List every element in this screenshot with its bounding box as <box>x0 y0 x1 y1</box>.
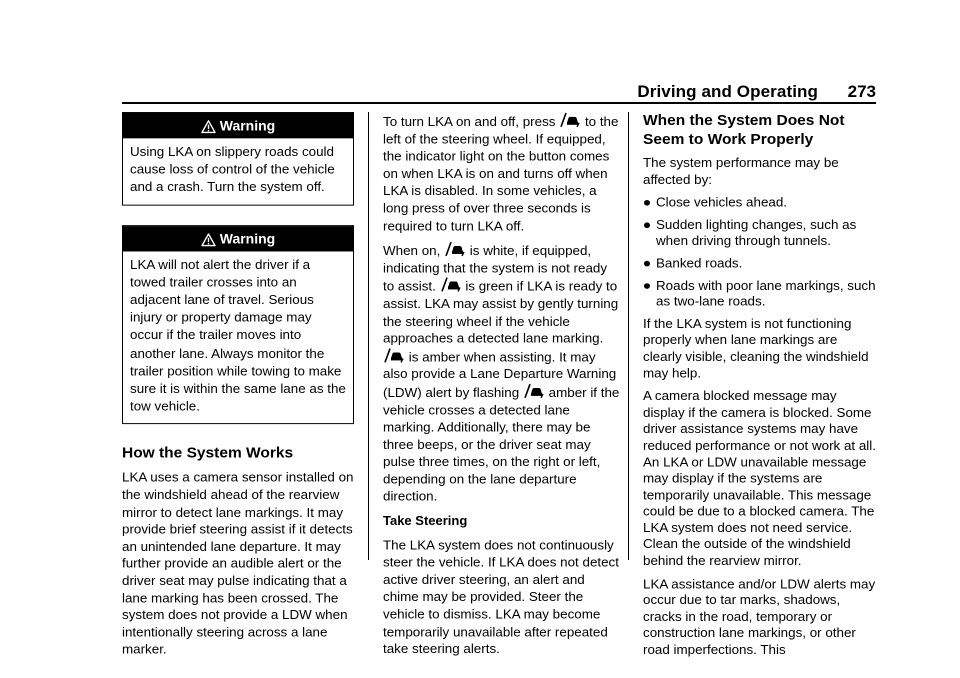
lane-keep-assist-icon <box>384 347 404 363</box>
lane-keep-assist-icon <box>445 241 465 257</box>
paragraph: If the LKA system is not functioning properly when lane markings are clearly visible, cleaning the windshield may help. <box>643 316 869 381</box>
list-item-text: Close vehicles ahead. <box>656 195 788 210</box>
column-1 <box>122 112 354 665</box>
column-2 <box>383 112 621 665</box>
list-item-text: Roads with poor lane markings, such as two-lane roads. <box>656 278 876 309</box>
column-divider-2 <box>628 112 629 560</box>
text-run: amber if the vehicle crosses a detected lane marking. Additionally, there may be three beeps, or the driver seat may pulse three times, on the right or left, depending on the lane departure direction. <box>383 384 620 504</box>
subheading-take-steering: Take Steering <box>383 513 468 529</box>
warning-header <box>123 113 353 138</box>
warning-text: Using LKA on slippery roads could cause loss of control of the vehicle and a crash. Turn the system off. <box>130 144 335 195</box>
text-run: is amber when assisting. It may also provide a Lane Departure Warning (LDW) alert by flashing <box>383 349 617 400</box>
text-run: To turn LKA on and off, press <box>383 113 556 129</box>
bullet-icon <box>644 222 650 228</box>
list-item <box>643 255 879 271</box>
warning-box-2 <box>122 225 354 425</box>
warning-header <box>123 226 353 251</box>
section-title: Driving and Operating <box>637 82 818 101</box>
lane-keep-assist-icon <box>441 277 461 293</box>
paragraph <box>383 112 621 234</box>
list-item-text: Sudden lighting changes, such as when driving through tunnels. <box>656 217 857 249</box>
lane-keep-assist-icon <box>524 383 544 399</box>
warning-title: Warning <box>219 230 276 247</box>
list-item <box>643 277 879 310</box>
paragraph: The LKA system does not continuously steer the vehicle. If LKA does not detect active driver steering, an alert and chime may be provided. Steer the vehicle to dismiss. LKA may become temporarily unavailable after repeated take steering alerts. <box>383 537 619 657</box>
warning-title: Warning <box>219 117 276 134</box>
column-3 <box>643 112 879 665</box>
warning-box-1 <box>122 112 354 205</box>
bullet-icon <box>644 261 650 267</box>
paragraph: LKA assistance and/or LDW alerts may occur due to tar marks, shadows, cracks in the road, temporary or construction lane markings, or other road imperfections. This <box>643 576 876 657</box>
warning-text: LKA will not alert the driver if a towed trailer crosses into an adjacent lane of travel. Serious injury or property damage may occur if the trailer moves into another lane. Always monitor the trailer position while towing to make sure it is within the same lane as the tow vehicle. <box>130 256 346 414</box>
paragraph: The system performance may be affected by: <box>643 155 839 187</box>
text-run: is white, if equipped, indicating that the system is not ready to assist. <box>383 243 608 294</box>
section-heading-troubleshooting: When the System Does Not Seem to Work Properly <box>643 112 845 148</box>
warning-triangle-icon <box>201 120 216 134</box>
header-rule <box>122 102 876 104</box>
warning-triangle-icon <box>201 233 216 247</box>
text-run: to the left of the steering wheel. If equipped, the indicator light on the button comes on when LKA is on and turns off when LKA is disabled. In some vehicles, a long press of over three seconds is required to turn LKA off. <box>383 113 619 233</box>
bullet-list <box>643 195 879 311</box>
list-item-text: Banked roads. <box>656 256 743 271</box>
text-run: is green if LKA is ready to assist. LKA may assist by gently turning the steering wheel if the vehicle approaches a detected lane marking. <box>383 278 619 346</box>
section-heading-how-it-works: How the System Works <box>122 445 294 462</box>
text-run: When on, <box>383 243 441 259</box>
lane-keep-assist-icon <box>560 112 580 128</box>
bullet-icon <box>644 283 650 289</box>
paragraph <box>383 241 621 505</box>
list-item <box>643 217 879 250</box>
page-header <box>122 80 876 104</box>
bullet-icon <box>644 200 650 206</box>
list-item <box>643 195 879 211</box>
column-divider-1 <box>368 112 369 560</box>
paragraph: LKA uses a camera sensor installed on the windshield ahead of the rearview mirror to detect lane markings. It may provide brief steering assist if it detects an unintended lane departure. It may further provide an audible alert or the driver seat may pulse indicating that a lane marking has been crossed. The system does not provide a LDW when intentionally steering across a lane marker. <box>122 470 354 657</box>
paragraph: A camera blocked message may display if the camera is blocked. Some driver assistance systems may have reduced performance or not work at all. An LKA or LDW unavailable message may display if the systems are temporarily unavailable. This message could be due to a blocked camera. The LKA system does not need service. Clean the outside of the windshield behind the rearview mirror. <box>643 389 876 568</box>
page-number: 273 <box>847 82 876 101</box>
